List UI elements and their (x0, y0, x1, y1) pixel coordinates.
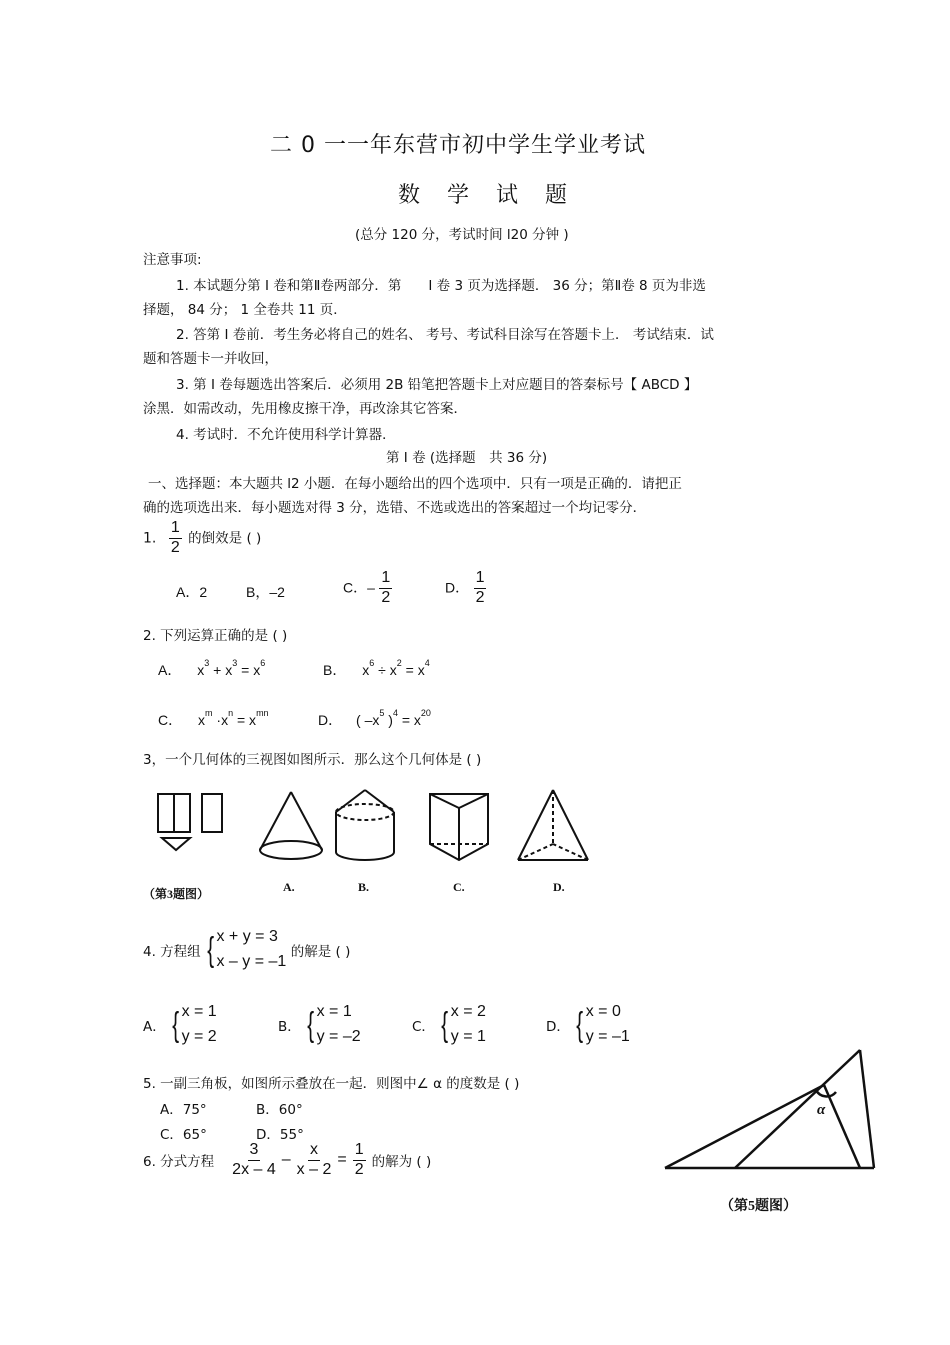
q2-d-label: D． (318, 712, 343, 728)
q5-option-c: C．65° (160, 1127, 207, 1143)
q2-option-c: C． $x^m \cdot x^n = x^{mn}$ (158, 708, 269, 728)
q1-text: 的倒效是 ( ) (188, 530, 262, 547)
q2-option-d: D． ( $-x^5$ )$^4 = x^{20}$ (318, 708, 431, 728)
section1-intro-b: 确的选项选出来．每小题选对得 3 分，选错、不选或选出的答案超过一个均记零分． (143, 500, 647, 516)
q4-d-eq2: y = –1 (585, 1027, 630, 1045)
q6-pre: 6. 分式方程 (143, 1154, 215, 1171)
q4-c-eq1: x = 2 (450, 1003, 486, 1020)
q3-label-c: C. (453, 880, 465, 894)
q1-d-fraction (474, 570, 487, 607)
q1-c-num: 1 (379, 570, 392, 589)
q4-brace: { (207, 930, 215, 969)
notes-heading: 注意事项: (143, 252, 202, 268)
q2-option-a: A． $x^3 + x^3 = x^6$ (158, 658, 266, 678)
q1-frac-num: 1 (169, 520, 182, 539)
q1-fraction (169, 520, 182, 557)
q1-number: 1. (143, 530, 157, 547)
q4-d-label: D． (546, 1018, 570, 1035)
q4-a-label: A． (143, 1018, 166, 1035)
q1-d-num: 1 (474, 570, 487, 589)
q1-c-prefix: C．– (343, 579, 375, 596)
q1-c-fraction (379, 570, 392, 607)
question-6 (143, 1142, 431, 1179)
note-4: 4. 考试时．不允许使用科学计算器． (176, 427, 396, 443)
q6-frac-1 (232, 1142, 276, 1179)
q4-b-eq1: x = 1 (316, 1003, 352, 1020)
note-2a: 2. 答第 I 卷前．考生务必将自己的姓名、 考号、考试科目涂写在答题卡上． 考试结束．试 (176, 327, 714, 343)
q2-option-b: B． $x^6 \div x^2 = x^4$ (323, 658, 430, 678)
q3-label-b: B. (358, 880, 370, 894)
note-2b: 题和答题卡一并收回， (143, 351, 278, 367)
q4-system (205, 925, 286, 975)
q3-figure (148, 782, 598, 907)
q1-option-d (445, 570, 486, 607)
q6-frac-3 (353, 1142, 366, 1179)
q1-option-b: B，–2 (246, 584, 285, 600)
q6-f3-num: 1 (353, 1142, 366, 1161)
q6-minus: – (281, 1151, 291, 1169)
q4-option-a: A． { x = 1 y = 2 (143, 1000, 217, 1050)
q6-f1-den: 2x – 4 (232, 1160, 276, 1178)
subject-title: 数 学 试 题 (398, 183, 577, 208)
q5-alpha-label: α (817, 1102, 826, 1118)
section1-heading: 第 I 卷 (选择题 共 36 分) (386, 450, 548, 466)
q3-label-a: A. (283, 880, 295, 894)
q4-stem: 4. 方程组 (143, 943, 201, 960)
q1-c-den: 2 (381, 588, 391, 606)
q4-option-b: B． { x = 1 y = –2 (278, 1000, 361, 1050)
q4-b-label: B． (278, 1018, 301, 1035)
q5-option-b: B．60° (256, 1102, 303, 1118)
q6-f1-num: 3 (248, 1142, 261, 1161)
q2-stem: 2. 下列运算正确的是 ( ) (143, 628, 288, 644)
q6-f2-den: x – 2 (296, 1160, 332, 1178)
q4-option-d: D． { x = 0 y = –1 (546, 1000, 630, 1050)
note-3b: 涂黑．如需改动，先用橡皮擦干净，再改涂其它答案． (143, 401, 467, 417)
q1-option-a: A．2 (176, 584, 208, 600)
q4-a-eq1: x = 1 (181, 1003, 217, 1020)
q3-figure-caption: （第3题图） (143, 887, 210, 901)
q6-f2-num: x (308, 1142, 320, 1161)
note-1a: 1. 本试题分第 I 卷和第Ⅱ卷两部分．第 I 卷 3 页为选择题． 36 分；第Ⅱ卷 8 页为非选 (176, 278, 706, 294)
q5-option-d: D．55° (256, 1127, 304, 1143)
q4-d-eq1: x = 0 (585, 1003, 621, 1020)
q1-d-den: 2 (475, 588, 485, 606)
question-4 (143, 925, 350, 975)
q4-eq2: x – y = –1 (216, 952, 287, 970)
q2-a-label: A． (158, 662, 182, 678)
note-3a: 3. 第 I 卷每题选出答案后．必须用 2B 铅笔把答题卡上对应题目的答秦标号【 ABCD 】 (176, 377, 698, 393)
q3-stem: 3，一个几何体的三视图如图所示．那么这个几何体是 ( ) (143, 752, 482, 768)
q4-eq1: x + y = 3 (216, 928, 278, 945)
q1-frac-den: 2 (170, 538, 180, 556)
q6-tail: 的解为 ( ) (371, 1154, 432, 1171)
q5-option-a: A．75° (160, 1102, 207, 1118)
q5-stem: 5. 一副三角板，如图所示叠放在一起．则图中∠ α 的度数是 ( ) (143, 1076, 520, 1092)
q4-b-eq2: y = –2 (316, 1027, 361, 1045)
exam-title: 二 0 一一年东营市初中学生学业考试 (270, 133, 646, 158)
q5-figure (660, 1040, 880, 1180)
q6-f3-den: 2 (354, 1160, 364, 1178)
q6-equals: = (337, 1151, 347, 1169)
q3-label-d: D. (553, 880, 565, 894)
q4-c-eq2: y = 1 (450, 1027, 486, 1045)
section1-intro-a: 一、选择题：本大题共 l2 小题．在每小题给出的四个选项中．只有一项是正确的．请把正 (148, 476, 682, 492)
q4-tail: 的解是 ( ) (290, 943, 351, 960)
exam-meta: (总分 120 分，考试时间 l20 分钟 ) (355, 227, 569, 243)
q1-d-prefix: D． (445, 579, 470, 596)
question-1 (143, 520, 261, 557)
note-1b: 择题， 84 分； 1 全卷共 11 页． (143, 302, 347, 318)
q5-figure-caption: （第5题图） (720, 1199, 797, 1214)
q4-c-label: C． (412, 1018, 435, 1035)
q2-c-label: C． (158, 712, 183, 728)
q4-option-c: C． { x = 2 y = 1 (412, 1000, 486, 1050)
q4-a-eq2: y = 2 (181, 1027, 217, 1045)
q1-option-c (343, 570, 392, 607)
q2-b-label: B． (323, 662, 347, 678)
q6-frac-2 (297, 1142, 332, 1179)
